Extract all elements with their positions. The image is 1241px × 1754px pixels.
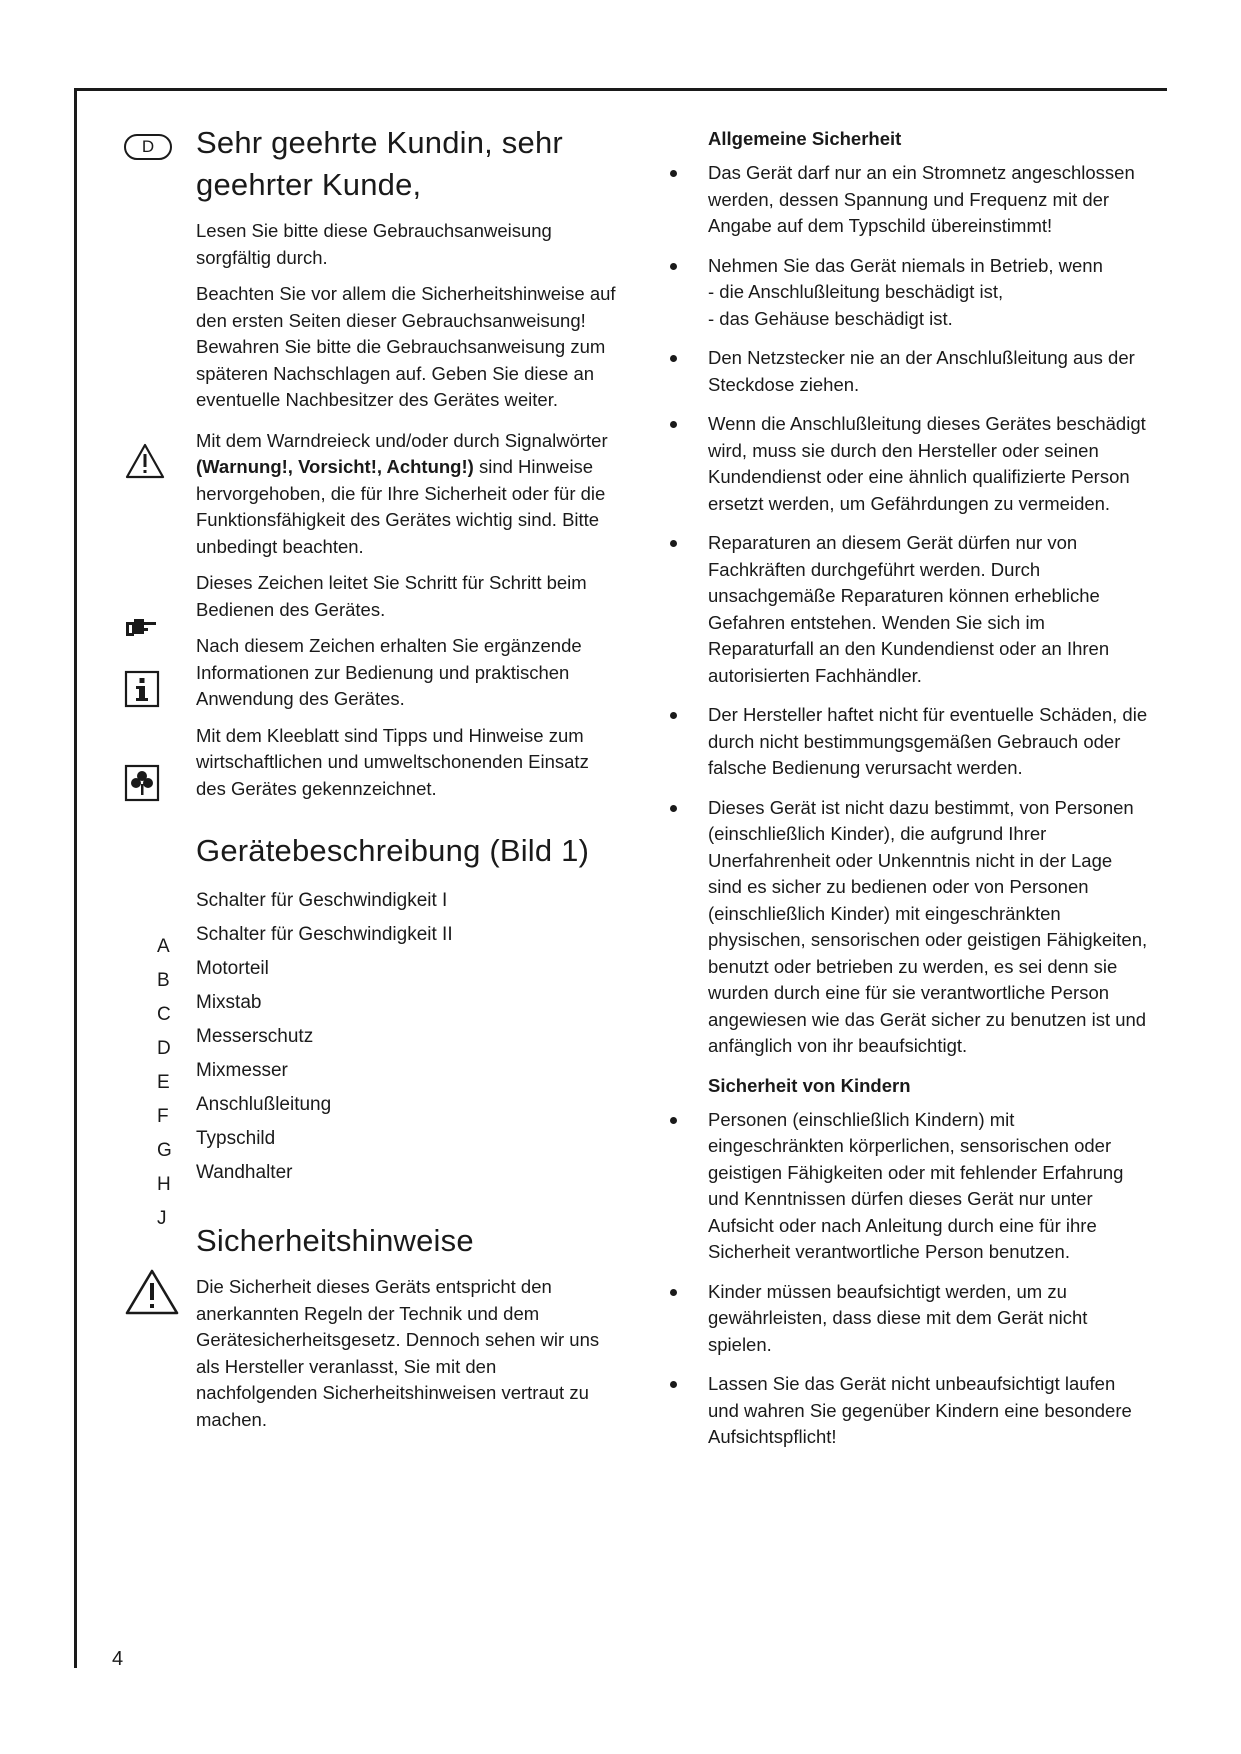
part-label: Schalter für Geschwindigkeit II	[196, 924, 453, 945]
list-item	[196, 1122, 616, 1156]
warning-note-text: Mit dem Warndreieck und/oder durch Signalwörter	[196, 429, 608, 451]
bullet-item	[708, 253, 1148, 333]
warning-triangle-icon-safety	[124, 1268, 180, 1316]
safety-title: Sicherheitshinweise	[196, 1223, 474, 1258]
intro-paragraph-1: Lesen Sie bitte diese Gebrauchsanweisung sorgfältig durch.	[196, 220, 552, 268]
bullet-text: Nehmen Sie das Gerät niemals in Betrieb, wenn	[708, 254, 1103, 276]
dash-item: - die Anschlußleitung beschädigt ist,	[708, 281, 1004, 302]
part-label: Typschild	[196, 1128, 276, 1149]
part-letter: G	[157, 1140, 172, 1161]
parts-list	[196, 884, 616, 1190]
safety-intro: Die Sicherheit dieses Geräts entspricht den anerkannten Regeln der Technik und dem Gerätesicherheitsgesetz. Dennoch sehen wir uns als Hersteller veranlasst, Sie mit den nachfolgenden Sicherheitshinweisen vertraut zu machen.	[196, 1276, 600, 1430]
part-letter: E	[157, 1072, 170, 1093]
list-item	[196, 1054, 616, 1088]
warning-note	[196, 428, 616, 561]
language-badge-letter: D	[141, 137, 155, 156]
list-item	[196, 1156, 616, 1190]
right-column	[708, 126, 1148, 1464]
general-safety-heading: Allgemeine Sicherheit	[708, 128, 902, 149]
page-number: 4	[112, 1648, 124, 1670]
language-badge	[124, 134, 172, 160]
bullet-item: Wenn die Anschlußleitung dieses Gerätes beschädigt wird, muss sie durch den Hersteller oder seinen Kundendienst oder eine ähnlich qualifizierte Person ersetzt werden, um Gefährdungen zu vermeiden.	[708, 411, 1148, 517]
bullet-item: Der Hersteller haftet nicht für eventuelle Schäden, die durch nicht bestimmungsgemäßen Gebrauch oder falsche Bedienung verursacht werden.	[708, 702, 1148, 782]
bullet-item: Kinder müssen beaufsichtigt werden, um zu gewährleisten, dass diese mit dem Gerät nicht spielen.	[708, 1279, 1148, 1359]
list-item	[196, 884, 616, 918]
part-label: Anschlußleitung	[196, 1094, 332, 1115]
part-letter: C	[157, 1004, 171, 1025]
part-letter: J	[157, 1208, 167, 1229]
list-item	[196, 1088, 616, 1122]
part-label: Mixmesser	[196, 1060, 288, 1081]
bullet-item: Das Gerät darf nur an ein Stromnetz angeschlossen werden, dessen Spannung und Frequenz mit der Angabe auf dem Typschild übereinstimmt!	[708, 160, 1148, 240]
bullet-item: Personen (einschließlich Kindern) mit eingeschränkten körperlichen, sensorischen oder geistigen Fähigkeiten oder mit fehlender Erfahrung und Kenntnissen dürfen dieses Gerät nur unter Aufsicht oder nach Anleitung durch eine für ihre Sicherheit verantwortliche Person benutzen.	[708, 1107, 1148, 1266]
signal-words: (Warnung!, Vorsicht!, Achtung!)	[196, 456, 474, 477]
eco-note: Mit dem Kleeblatt sind Tipps und Hinweise zum wirtschaftlichen und umweltschonenden Einsatz des Gerätes gekennzeichnet.	[196, 724, 589, 799]
part-label: Mixstab	[196, 992, 262, 1013]
children-safety-heading: Sicherheit von Kindern	[708, 1074, 911, 1096]
part-label: Schalter für Geschwindigkeit I	[196, 890, 448, 911]
left-rule	[74, 88, 77, 1668]
pointing-hand-icon	[124, 616, 158, 638]
bullet-item: Den Netzstecker nie an der Anschlußleitung aus der Steckdose ziehen.	[708, 345, 1148, 398]
part-letter: A	[157, 936, 170, 957]
bullet-item: Lassen Sie das Gerät nicht unbeaufsichtigt laufen und wahren Sie gegenüber Kindern eine besondere Aufsichtspflicht!	[708, 1371, 1148, 1451]
greeting-title: Sehr geehrte Kundin, sehr geehrter Kunde,	[196, 125, 563, 202]
part-label: Motorteil	[196, 958, 269, 979]
list-item	[196, 1020, 616, 1054]
top-rule	[74, 88, 1167, 91]
warning-triangle-icon	[124, 442, 166, 480]
info-note: Nach diesem Zeichen erhalten Sie ergänzende Informationen zur Bedienung und praktischen Anwendung des Gerätes.	[196, 635, 582, 709]
warning-note-text-2: sind Hinweise hervorgehoben, die für Ihre Sicherheit oder für die Funktionsfähigkeit des Gerätes wichtig sind. Bitte unbedingt beachten.	[196, 456, 606, 557]
bullet-item: Reparaturen an diesem Gerät dürfen nur von Fachkräften durchgeführt werden. Durch unsachgemäße Reparaturen können erhebliche Gefahren entstehen. Wenden Sie sich im Reparaturfall an den Kundendienst oder an Ihren autorisierten Fachhändler.	[708, 530, 1148, 689]
cloverleaf-icon	[124, 764, 160, 802]
list-item	[196, 986, 616, 1020]
part-letter: D	[157, 1038, 171, 1059]
intro-paragraph-2: Beachten Sie vor allem die Sicherheitshinweise auf den ersten Seiten dieser Gebrauchsanweisung! Bewahren Sie bitte die Gebrauchsanweisung zum späteren Nachschlagen auf. Geben Sie diese an eventuelle Nachbesitzer des Gerätes weiter.	[196, 283, 616, 410]
part-label: Wandhalter	[196, 1162, 293, 1183]
bullet-item: Dieses Gerät ist nicht dazu bestimmt, von Personen (einschließlich Kinder), die aufgrund Ihrer Unerfahrenheit oder Unkenntnis nicht in der Lage sind es sicher zu bedienen oder von Personen (einschließlich Kinder) mit eingeschränkten physischen, sensorischen oder geistigen Fähigkeiten, benutzt oder betrieben zu werden, es sei denn sie wurden durch eine für sie verantwortliche Person angewiesen wie das Gerät sicher zu benutzen ist und anfänglich von ihr beaufsichtigt.	[708, 795, 1148, 1060]
dash-item: - das Gehäuse beschädigt ist.	[708, 307, 953, 329]
list-item	[196, 918, 616, 952]
part-letter: F	[157, 1106, 169, 1127]
step-note: Dieses Zeichen leitet Sie Schritt für Schritt beim Bedienen des Gerätes.	[196, 572, 587, 620]
left-column	[196, 122, 616, 1433]
part-label: Messerschutz	[196, 1026, 314, 1047]
part-letter: H	[157, 1174, 171, 1195]
part-letter: B	[157, 970, 170, 991]
description-title: Gerätebeschreibung (Bild 1)	[196, 833, 590, 868]
list-item	[196, 952, 616, 986]
info-icon	[124, 670, 160, 708]
